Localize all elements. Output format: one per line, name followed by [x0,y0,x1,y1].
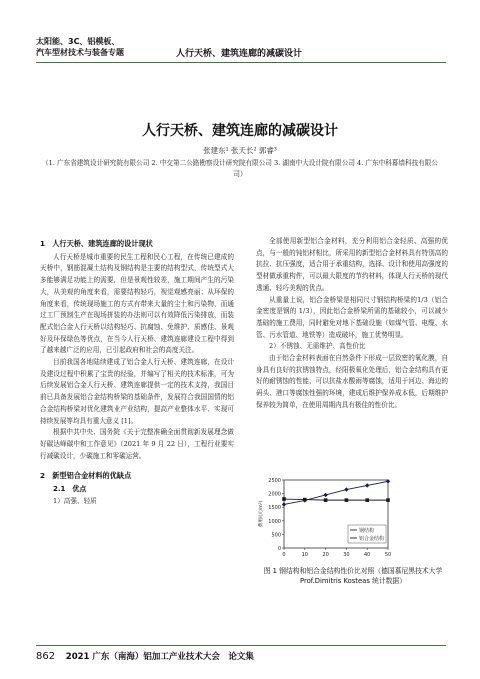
header-series-line2: 汽车型材技术与装备专题 [36,48,124,57]
series-line-1 [284,481,388,504]
data-point [345,498,349,502]
data-point [365,498,369,502]
data-point [365,483,369,487]
list-item: 2）不锈蚀、无需维护、高性价比 [269,342,366,351]
y-tick-label: 500 [271,532,281,539]
x-tick-label: 50 [384,552,392,558]
y-tick-label: 2500 [268,478,281,484]
data-point [323,493,327,497]
y-tick-label: 1500 [268,505,281,512]
y-axis-label: 费用/(元/m²) [259,500,264,528]
cost-comparison-chart [258,474,444,562]
paragraph: 目前我国各地陆续建成了铝合金人行天桥、建筑连廊，在设计及建设过程中积累了宝贵的经验，并编写了相关的技术标准，可为后续发展铝合金人行天桥、建筑连廊提供一定的技术支持，我国目前已具备发展铝合金结构桥梁的基础条件，发展符合我国国情的铝合金结构桥梁对优化建筑业产业结构，提高产业整体水平、实现可持续发展等均具有重大意义 [1]。 [40,358,234,425]
paragraph: 由于铝合金材料表面在自然条件下形成一层致密的氧化膜，自身具有良好的抗锈蚀特点，经阳极氧化处理后，铝合金结构具有更好的耐锈蚀的性能，可以抗盐水酸雨等腐蚀，适用于河边、海边的码头、港口等腐蚀性强的环境，建成后维护保养成本低，后期维护保养较为简单，在使用周期内具有极佳的性价比。 [256,354,448,409]
subsection-2-1-heading: 2.1 优点 [53,485,87,494]
section-1-heading: 1 人行天桥、建筑连廊的设计现状 [40,239,153,248]
y-tick-label: 2000 [268,491,281,498]
x-tick-label: 0 [282,552,286,558]
paragraph: 全部使用新型铝合金材料，充分利用铝合金轻质、高强的优点，与一般的钝铝材相比，所采用的新型铝合金材料具有特别高的抗拉、抗压强度，适合用于承重结构，选择、设计和使用高强度的型材做承重构件，可以最大限度的节约材料，体现人行天桥的现代透通、轻巧美观的优点。 [256,237,448,292]
header-series-line1: 太阳能、3C、铝模板、 [36,37,120,46]
section-2-heading: 2 新型铝合金材料的优缺点 [40,471,132,481]
data-point [344,487,348,491]
left-column [40,236,234,507]
legend-label: 铝合金结构 [359,536,385,542]
footer-rule [36,645,446,646]
affiliations: （1. 广东省建筑设计研究院有限公司 2. 中交第二公路勘察设计研究院有限公司 3. 湖南中大设计院有限公司 4. 广东中科幕墙科技有限公司） [42,159,438,178]
paragraph: 人行天桥是城市重要的民生工程和民心工程，在传统已建成的天桥中，钢筋混凝土结构及钢结构是主要的结构型式，传统型式大多能够满足功能上的需要，但是景观性较差，施工期间产生的污染大，从美观的角度来看，需要结构轻巧，视觉观感亮丽；从环保的角度来看，传统现场施工的方式有带来大量的尘土和污染物，而通过工厂预制生产在现场拼装的办法则可以有效降低污染排放，而装配式铝合金人行天桥以结构轻巧、抗腐蚀、免维护、质感佳、景观好及环保绿色等优点，在当今人行天桥、建筑连廊建设工程中得到了越来越广泛的应用，已引起政府和社会的高度关注。 [40,252,234,355]
x-tick-label: 40 [364,552,371,558]
legend-label: 钢结构 [359,528,375,534]
footer [36,650,254,662]
paragraph: 从重量上说，铝合金桥梁是相同尺寸钢结构桥梁的1/3（铝合金密度是钢的 1/3），因此铝合金桥梁所需的基础较小，可以减少基础的施工费用，同时避免对地下基础设施（如煤气管、电缆、水管、污水管道、地铁等）造成破坏，施工优势明显。 [256,295,448,339]
y-tick-label: 1000 [268,518,281,525]
x-tick-label: 20 [322,552,329,558]
header-running-title: 人行天桥、建筑连廊的减碳设计 [176,49,303,59]
conference-name: 2021 广东（南海）铝加工产业技术大会 论文集 [65,652,254,662]
right-column [256,236,448,412]
page-number: 862 [36,651,56,662]
data-point [386,498,390,502]
paragraph: 根据中共中央、国务院《关于完整准确全面贯彻新发展理念做好碳达峰碳中和工作意见》（2021 年 9 月 22 日），工程行业要实行减碳设计，少碳施工和零碳运营。 [40,428,234,460]
x-tick-label: 30 [343,552,350,558]
data-point [324,498,328,502]
x-tick-label: 10 [301,552,308,558]
data-point [282,502,286,506]
header-rule [36,62,446,63]
header-series-label [36,36,156,58]
data-point [282,497,286,501]
y-tick-label: 0 [277,546,281,552]
data-point [303,498,307,502]
authors: 张建东¹ 张天长² 郭睿³ [203,146,277,155]
series-line-2 [284,499,388,500]
list-item: 1）高强、轻质 [53,496,97,505]
paper-title: 人行天桥、建筑连廊的减碳设计 [142,123,338,139]
figure-caption: 图 1 钢结构和铝合金结构性价比对照（德国慕尼黑技术大学 Prof.Dimitris Kosteas 统计数据） [263,567,443,585]
